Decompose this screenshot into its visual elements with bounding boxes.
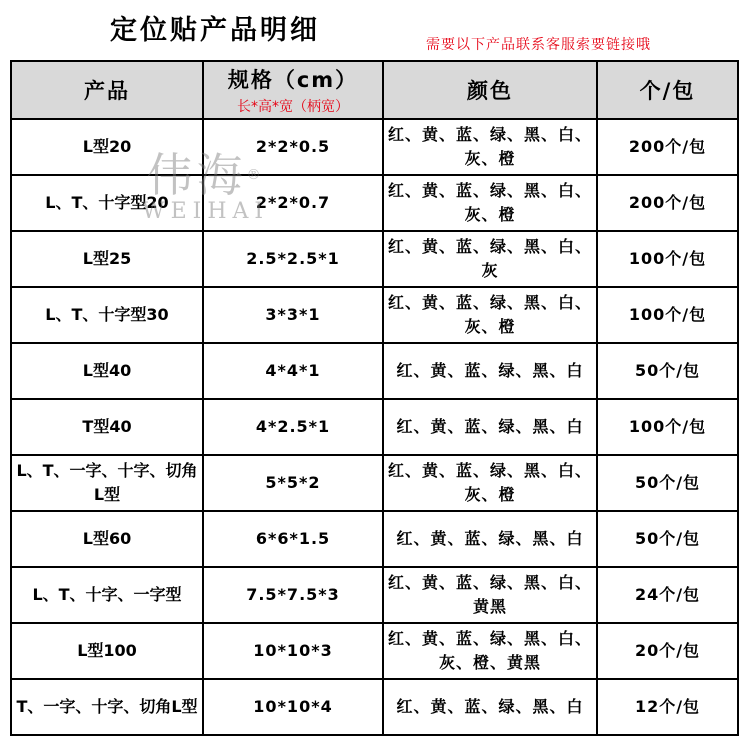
cell-pack: 200个/包 — [597, 119, 738, 175]
cell-pack: 50个/包 — [597, 455, 738, 511]
cell-pack: 50个/包 — [597, 511, 738, 567]
table-header-row — [11, 61, 738, 119]
header-color: 颜色 — [383, 61, 597, 119]
table-row — [11, 399, 738, 455]
table-row — [11, 343, 738, 399]
cell-size: 6*6*1.5 — [203, 511, 383, 567]
cell-product: L型25 — [11, 231, 203, 287]
cell-pack: 100个/包 — [597, 231, 738, 287]
cell-color: 红、黄、蓝、绿、黑、白、灰、橙 — [383, 175, 597, 231]
cell-size: 2.5*2.5*1 — [203, 231, 383, 287]
cell-pack: 24个/包 — [597, 567, 738, 623]
table-row — [11, 119, 738, 175]
cell-size: 7.5*7.5*3 — [203, 567, 383, 623]
cell-product: L、T、一字、十字、切角L型 — [11, 455, 203, 511]
cell-product: L型20 — [11, 119, 203, 175]
cell-pack: 100个/包 — [597, 399, 738, 455]
cell-size: 4*4*1 — [203, 343, 383, 399]
cell-pack: 100个/包 — [597, 287, 738, 343]
cell-size: 4*2.5*1 — [203, 399, 383, 455]
table-row — [11, 511, 738, 567]
header-size-label: 规格（cm） — [227, 68, 359, 92]
cell-size: 10*10*4 — [203, 679, 383, 735]
cell-size: 10*10*3 — [203, 623, 383, 679]
table-row — [11, 567, 738, 623]
cell-pack: 50个/包 — [597, 343, 738, 399]
cell-product: L型100 — [11, 623, 203, 679]
product-spec-table — [10, 60, 739, 736]
cell-product: T型40 — [11, 399, 203, 455]
cell-color: 红、黄、蓝、绿、黑、白、灰、橙 — [383, 455, 597, 511]
cell-size: 2*2*0.7 — [203, 175, 383, 231]
table-row — [11, 287, 738, 343]
cell-product: L型60 — [11, 511, 203, 567]
cell-color: 红、黄、蓝、绿、黑、白、灰、橙 — [383, 287, 597, 343]
cell-color: 红、黄、蓝、绿、黑、白、灰 — [383, 231, 597, 287]
cell-color: 红、黄、蓝、绿、黑、白 — [383, 399, 597, 455]
cell-color: 红、黄、蓝、绿、黑、白、黄黑 — [383, 567, 597, 623]
cell-pack: 20个/包 — [597, 623, 738, 679]
table-row — [11, 175, 738, 231]
page-title: 定位贴产品明细 — [110, 15, 320, 46]
header-size-sub: 长*高*宽（柄宽） — [237, 99, 349, 115]
cell-color: 红、黄、蓝、绿、黑、白、灰、橙 — [383, 119, 597, 175]
cell-pack: 200个/包 — [597, 175, 738, 231]
cell-product: L、T、十字型20 — [11, 175, 203, 231]
header-pack: 个/包 — [597, 61, 738, 119]
table-row — [11, 679, 738, 735]
contact-note: 需要以下产品联系客服索要链接哦 — [426, 37, 651, 53]
cell-color: 红、黄、蓝、绿、黑、白 — [383, 511, 597, 567]
table-row — [11, 623, 738, 679]
cell-color: 红、黄、蓝、绿、黑、白、灰、橙、黄黑 — [383, 623, 597, 679]
cell-product: L、T、十字型30 — [11, 287, 203, 343]
cell-size: 2*2*0.5 — [203, 119, 383, 175]
cell-product: L、T、十字、一字型 — [11, 567, 203, 623]
cell-color: 红、黄、蓝、绿、黑、白 — [383, 343, 597, 399]
cell-product: T、一字、十字、切角L型 — [11, 679, 203, 735]
header-product: 产品 — [11, 61, 203, 119]
watermark-registered: ® — [246, 167, 265, 183]
watermark-cn: 伟海 — [146, 148, 247, 202]
cell-product: L型40 — [11, 343, 203, 399]
cell-color: 红、黄、蓝、绿、黑、白 — [383, 679, 597, 735]
cell-pack: 12个/包 — [597, 679, 738, 735]
header-size — [203, 61, 383, 119]
watermark-en: WEIHAI — [142, 199, 270, 224]
cell-size: 3*3*1 — [203, 287, 383, 343]
table-row — [11, 455, 738, 511]
cell-size: 5*5*2 — [203, 455, 383, 511]
table-row — [11, 231, 738, 287]
